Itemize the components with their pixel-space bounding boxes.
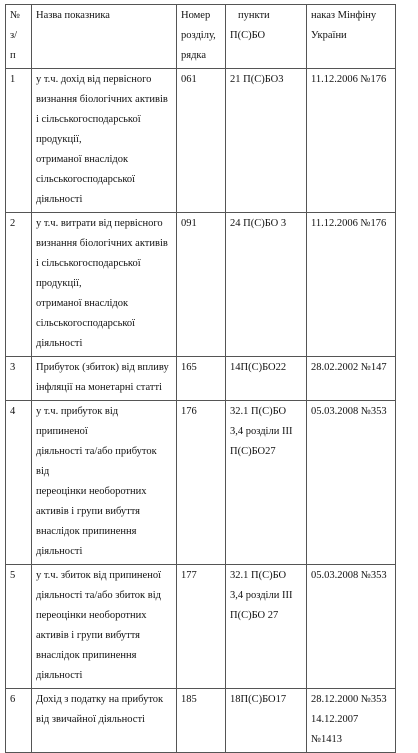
indicator-name xyxy=(32,565,177,689)
indicator-name-line: внаслідок припинення xyxy=(36,526,137,537)
header-number-line: № xyxy=(10,10,21,21)
standard-points-line: П(С)БО27 xyxy=(230,446,276,457)
section-row-code: 177 xyxy=(177,565,226,689)
ministry-order-line: 11.12.2006 №176 xyxy=(311,218,387,229)
standard-points-line: 3,4 розділи III xyxy=(230,590,293,601)
indicators-table xyxy=(5,4,396,753)
ministry-order-line: 28.02.2002 №147 xyxy=(311,362,387,373)
table-row xyxy=(6,69,396,213)
standard-points-line: П(С)БО 27 xyxy=(230,610,279,621)
ministry-order xyxy=(307,689,396,753)
indicator-name-line: діяльності xyxy=(36,338,83,349)
indicator-name-line: інфляції на монетарні статті xyxy=(36,382,162,393)
standard-points-line: 14П(С)БО22 xyxy=(230,362,287,373)
standard-points-line: 32.1 П(С)БО xyxy=(230,406,287,417)
indicator-name-line: переоцінки необоротних xyxy=(36,486,147,497)
indicator-name-line: визнання біологічних активів xyxy=(36,94,168,105)
ministry-order xyxy=(307,357,396,401)
indicator-name-line: сільськогосподарської xyxy=(36,318,136,329)
standard-points xyxy=(226,689,307,753)
indicator-name-line: і сільськогосподарської xyxy=(36,258,141,269)
header-number xyxy=(6,5,32,69)
header-indicator-line: Назва показника xyxy=(36,10,110,21)
header-order-line: України xyxy=(311,30,347,41)
indicator-name-line: активів і групи вибуття xyxy=(36,506,141,517)
ministry-order-line: 05.03.2008 №353 xyxy=(311,406,387,417)
indicator-name-line: діяльності xyxy=(36,546,83,557)
indicator-name-line: продукції, xyxy=(36,278,82,289)
indicator-name xyxy=(32,357,177,401)
header-section-line: рядка xyxy=(181,50,207,61)
indicator-name-line: діяльності та/або збиток від xyxy=(36,590,161,601)
ministry-order-line: 14.12.2007 №1413 xyxy=(311,714,359,745)
ministry-order-line: 05.03.2008 №353 xyxy=(311,570,387,581)
ministry-order-line: 28.12.2000 №353 xyxy=(311,694,387,705)
row-number: 4 xyxy=(6,401,32,565)
standard-points xyxy=(226,357,307,401)
section-row-code: 061 xyxy=(177,69,226,213)
indicator-name-line: активів і групи вибуття xyxy=(36,630,141,641)
standard-points xyxy=(226,401,307,565)
indicator-name-line: переоцінки необоротних xyxy=(36,610,147,621)
indicator-name xyxy=(32,689,177,753)
indicator-name-line: діяльності та/або прибуток від xyxy=(36,446,157,477)
header-order xyxy=(307,5,396,69)
table-row xyxy=(6,401,396,565)
indicator-name-line: продукції, xyxy=(36,134,82,145)
ministry-order-line: 11.12.2006 №176 xyxy=(311,74,387,85)
standard-points xyxy=(226,69,307,213)
header-section-line: Номер xyxy=(181,10,211,21)
header-points-line: пункти xyxy=(238,10,270,21)
indicator-name-line: і сільськогосподарської xyxy=(36,114,141,125)
row-number: 6 xyxy=(6,689,32,753)
indicator-name-line: у т.ч. прибуток від припиненої xyxy=(36,406,119,437)
ministry-order xyxy=(307,69,396,213)
indicator-name-line: діяльності xyxy=(36,670,83,681)
standard-points-line: 32.1 П(С)БО xyxy=(230,570,287,581)
indicator-name xyxy=(32,213,177,357)
row-number: 1 xyxy=(6,69,32,213)
indicator-name-line: сільськогосподарської xyxy=(36,174,136,185)
indicator-name xyxy=(32,69,177,213)
indicator-name-line: визнання біологічних активів xyxy=(36,238,168,249)
section-row-code: 165 xyxy=(177,357,226,401)
document-sheet xyxy=(5,4,396,753)
header-section-row xyxy=(177,5,226,69)
row-number: 2 xyxy=(6,213,32,357)
indicator-name-line: Прибуток (збиток) від впливу xyxy=(36,362,169,373)
header-section-line: розділу, xyxy=(181,30,216,41)
indicator-name-line: отриманої внаслідок xyxy=(36,298,129,309)
table-header-row xyxy=(6,5,396,69)
indicator-name-line: у т.ч. збиток від припиненої xyxy=(36,570,162,581)
section-row-code: 091 xyxy=(177,213,226,357)
indicator-name-line: отриманої внаслідок xyxy=(36,154,129,165)
indicator-name-line: від звичайної діяльності xyxy=(36,714,145,725)
indicator-name-line: Дохід з податку на прибуток xyxy=(36,694,164,705)
table-row xyxy=(6,689,396,753)
row-number: 3 xyxy=(6,357,32,401)
standard-points-line: 18П(С)БО17 xyxy=(230,694,287,705)
row-number: 5 xyxy=(6,565,32,689)
standard-points xyxy=(226,565,307,689)
header-number-line: п xyxy=(10,50,16,61)
table-row xyxy=(6,213,396,357)
indicator-name-line: у т.ч. витрати від первісного xyxy=(36,218,163,229)
indicator-name-line: діяльності xyxy=(36,194,83,205)
standard-points-line: 24 П(С)БО 3 xyxy=(230,218,287,229)
section-row-code: 185 xyxy=(177,689,226,753)
ministry-order xyxy=(307,401,396,565)
header-order-line: наказ Мінфіну xyxy=(311,10,377,21)
header-number-line: з/ xyxy=(10,30,18,41)
standard-points-line: 21 П(С)БО3 xyxy=(230,74,284,85)
standard-points-line: 3,4 розділи III xyxy=(230,426,293,437)
table-row xyxy=(6,357,396,401)
table-row xyxy=(6,565,396,689)
header-indicator-name xyxy=(32,5,177,69)
standard-points xyxy=(226,213,307,357)
indicator-name-line: у т.ч. дохід від первісного xyxy=(36,74,152,85)
indicator-name-line: внаслідок припинення xyxy=(36,650,137,661)
ministry-order xyxy=(307,213,396,357)
header-points xyxy=(226,5,307,69)
section-row-code: 176 xyxy=(177,401,226,565)
indicator-name xyxy=(32,401,177,565)
header-points-line: П(С)БО xyxy=(230,30,266,41)
ministry-order xyxy=(307,565,396,689)
